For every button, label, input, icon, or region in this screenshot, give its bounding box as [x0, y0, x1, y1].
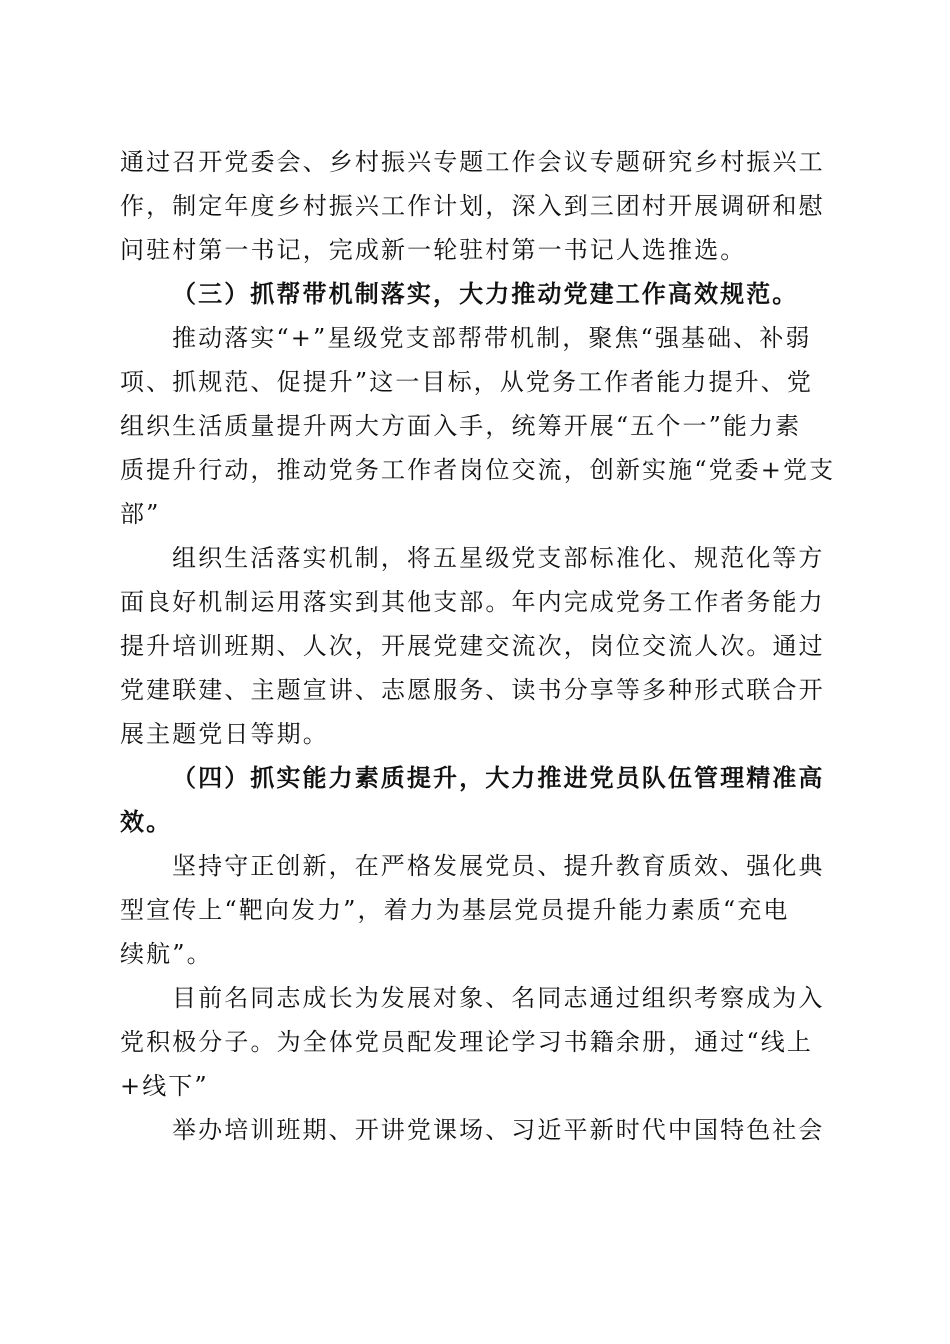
text-line: 组织生活落实机制，将五星级党支部标准化、规范化等方 — [172, 544, 825, 572]
text-line: 作，制定年度乡村振兴工作计划，深入到三团村开展调研和慰 — [120, 192, 825, 220]
text-line: 提升培训班期、人次，开展党建交流次，岗位交流人次。通过 — [120, 632, 825, 660]
document-page — [120, 140, 836, 1152]
text-line: 推动落实“+”星级党支部帮带机制，聚焦“强基础、补弱 — [172, 324, 812, 352]
text-line: 问驻村第一书记，完成新一轮驻村第一书记人选推选。 — [120, 236, 747, 264]
text-line: 质提升行动，推动党务工作者岗位交流，创新实施“党委+党支 — [120, 456, 836, 484]
section-heading-3: （三）抓帮带机制落实，大力推动党建工作高效规范。 — [172, 279, 799, 308]
text-line: 部” — [120, 500, 161, 528]
text-line: 坚持守正创新，在严格发展党员、提升教育质效、强化典 — [172, 852, 825, 880]
text-line: 举办培训班期、开讲党课场、习近平新时代中国特色社会 — [172, 1116, 825, 1144]
text-line: 目前名同志成长为发展对象、名同志通过组织考察成为入 — [172, 984, 825, 1012]
text-line: 续航”。 — [120, 940, 213, 968]
text-line: 项、抓规范、促提升”这一目标，从党务工作者能力提升、党 — [120, 368, 813, 396]
text-line: 党积极分子。为全体党员配发理论学习书籍余册，通过“线上 — [120, 1028, 813, 1056]
text-line: 组织生活质量提升两大方面入手，统筹开展“五个一”能力素 — [120, 412, 802, 440]
section-heading-4-continued: 效。 — [120, 807, 173, 836]
section-heading-4: （四）抓实能力素质提升，大力推进党员队伍管理精准高 — [172, 763, 825, 792]
text-line: 党建联建、主题宣讲、志愿服务、读书分享等多种形式联合开 — [120, 676, 825, 704]
text-line: +线下” — [120, 1072, 209, 1100]
text-line: 面良好机制运用落实到其他支部。年内完成党务工作者务能力 — [120, 588, 825, 616]
text-line: 展主题党日等期。 — [120, 720, 329, 748]
text-line: 通过召开党委会、乡村振兴专题工作会议专题研究乡村振兴工 — [120, 148, 825, 176]
text-line: 型宣传上“靶向发力”，着力为基层党员提升能力素质“充电 — [120, 896, 790, 924]
